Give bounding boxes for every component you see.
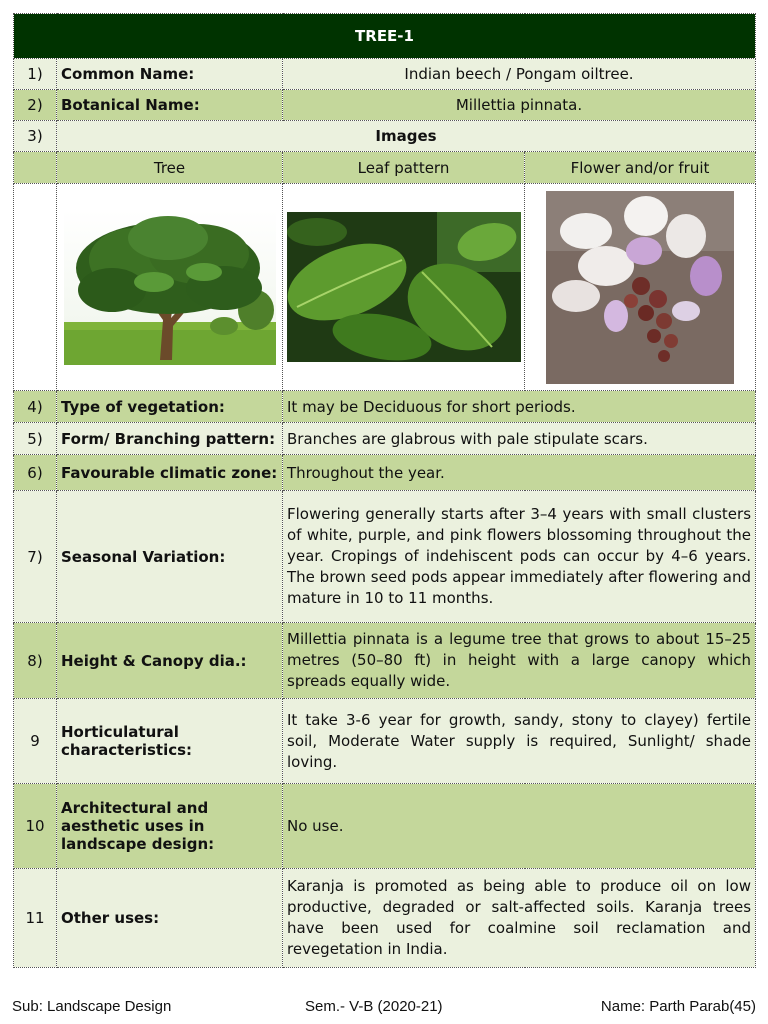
table-row-horticultural <box>14 699 756 784</box>
tree-info-table <box>13 13 756 968</box>
row-value: Flowering generally starts after 3–4 years with small clusters of white, purple, and pink flowers blossoming throughout the year. Cropings of indehiscent pods can occur by 4–6 years. The brown seed pods appear immediately after flowering and mature in 10 to 11 months. <box>283 491 756 623</box>
row-number: 7) <box>14 491 57 623</box>
table-row-common-name <box>14 59 756 90</box>
row-number: 4) <box>14 391 57 423</box>
row-number: 6) <box>14 455 57 491</box>
table-row-other-uses <box>14 869 756 968</box>
row-label: Seasonal Variation: <box>57 491 283 623</box>
row-label: Favourable climatic zone: <box>57 455 283 491</box>
row-number: 10 <box>14 784 57 869</box>
footer-semester: Sem.- V-B (2020-21) <box>305 998 443 1015</box>
row-label: Botanical Name: <box>57 90 283 121</box>
table-row-images-heading <box>14 121 756 152</box>
images-row <box>14 184 756 391</box>
row-value: Indian beech / Pongam oiltree. <box>283 59 756 90</box>
row-number: 5) <box>14 423 57 455</box>
table-row-architectural <box>14 784 756 869</box>
row-number: 2) <box>14 90 57 121</box>
table-title-row <box>14 14 756 59</box>
images-subheader-row <box>14 152 756 184</box>
leaf-image-cell <box>283 184 525 391</box>
row-number: 9 <box>14 699 57 784</box>
row-label: Horticulatural characteristics: <box>57 699 283 784</box>
row-number: 1) <box>14 59 57 90</box>
image-col-flower: Flower and/or fruit <box>525 152 756 184</box>
table-row-height <box>14 623 756 699</box>
row-number: 3) <box>14 121 57 152</box>
row-number: 8) <box>14 623 57 699</box>
leaf-photo <box>287 212 521 362</box>
image-col-leaf: Leaf pattern <box>283 152 525 184</box>
table-row-branching <box>14 423 756 455</box>
flower-image-cell <box>525 184 756 391</box>
row-label: Form/ Branching pattern: <box>57 423 283 455</box>
row-value: No use. <box>283 784 756 869</box>
table-row-climatic-zone <box>14 455 756 491</box>
row-value: Branches are glabrous with pale stipulate scars. <box>283 423 756 455</box>
tree-photo <box>64 210 276 365</box>
row-label: Architectural and aesthetic uses in landscape design: <box>57 784 283 869</box>
row-number: 11 <box>14 869 57 968</box>
tree-image-cell <box>57 184 283 391</box>
row-label: Other uses: <box>57 869 283 968</box>
row-label: Common Name: <box>57 59 283 90</box>
image-col-tree: Tree <box>57 152 283 184</box>
row-value: It take 3-6 year for growth, sandy, stony to clayey) fertile soil, Moderate Water supply is required, Sunlight/ shade loving. <box>283 699 756 784</box>
footer-name: Name: Parth Parab(45) <box>600 998 756 1015</box>
row-value: Throughout the year. <box>283 455 756 491</box>
table-row-seasonal <box>14 491 756 623</box>
table-row-vegetation <box>14 391 756 423</box>
row-value: Millettia pinnata is a legume tree that grows to about 15–25 metres (50–80 ft) in height with a large canopy which spreads equally wide. <box>283 623 756 699</box>
row-label: Type of vegetation: <box>57 391 283 423</box>
footer-subject: Sub: Landscape Design <box>12 998 172 1015</box>
row-label: Height & Canopy dia.: <box>57 623 283 699</box>
row-value: Karanja is promoted as being able to produce oil on low productive, degraded or salt-affected soils. Karanja trees have been used for coalmine soil reclamation and revegetation in India. <box>283 869 756 968</box>
flower-photo <box>546 191 734 384</box>
row-value: It may be Deciduous for short periods. <box>283 391 756 423</box>
row-number <box>14 152 57 184</box>
row-number <box>14 184 57 391</box>
table-title: TREE-1 <box>14 14 756 59</box>
table-row-botanical-name <box>14 90 756 121</box>
row-value: Millettia pinnata. <box>283 90 756 121</box>
images-heading: Images <box>57 121 756 152</box>
